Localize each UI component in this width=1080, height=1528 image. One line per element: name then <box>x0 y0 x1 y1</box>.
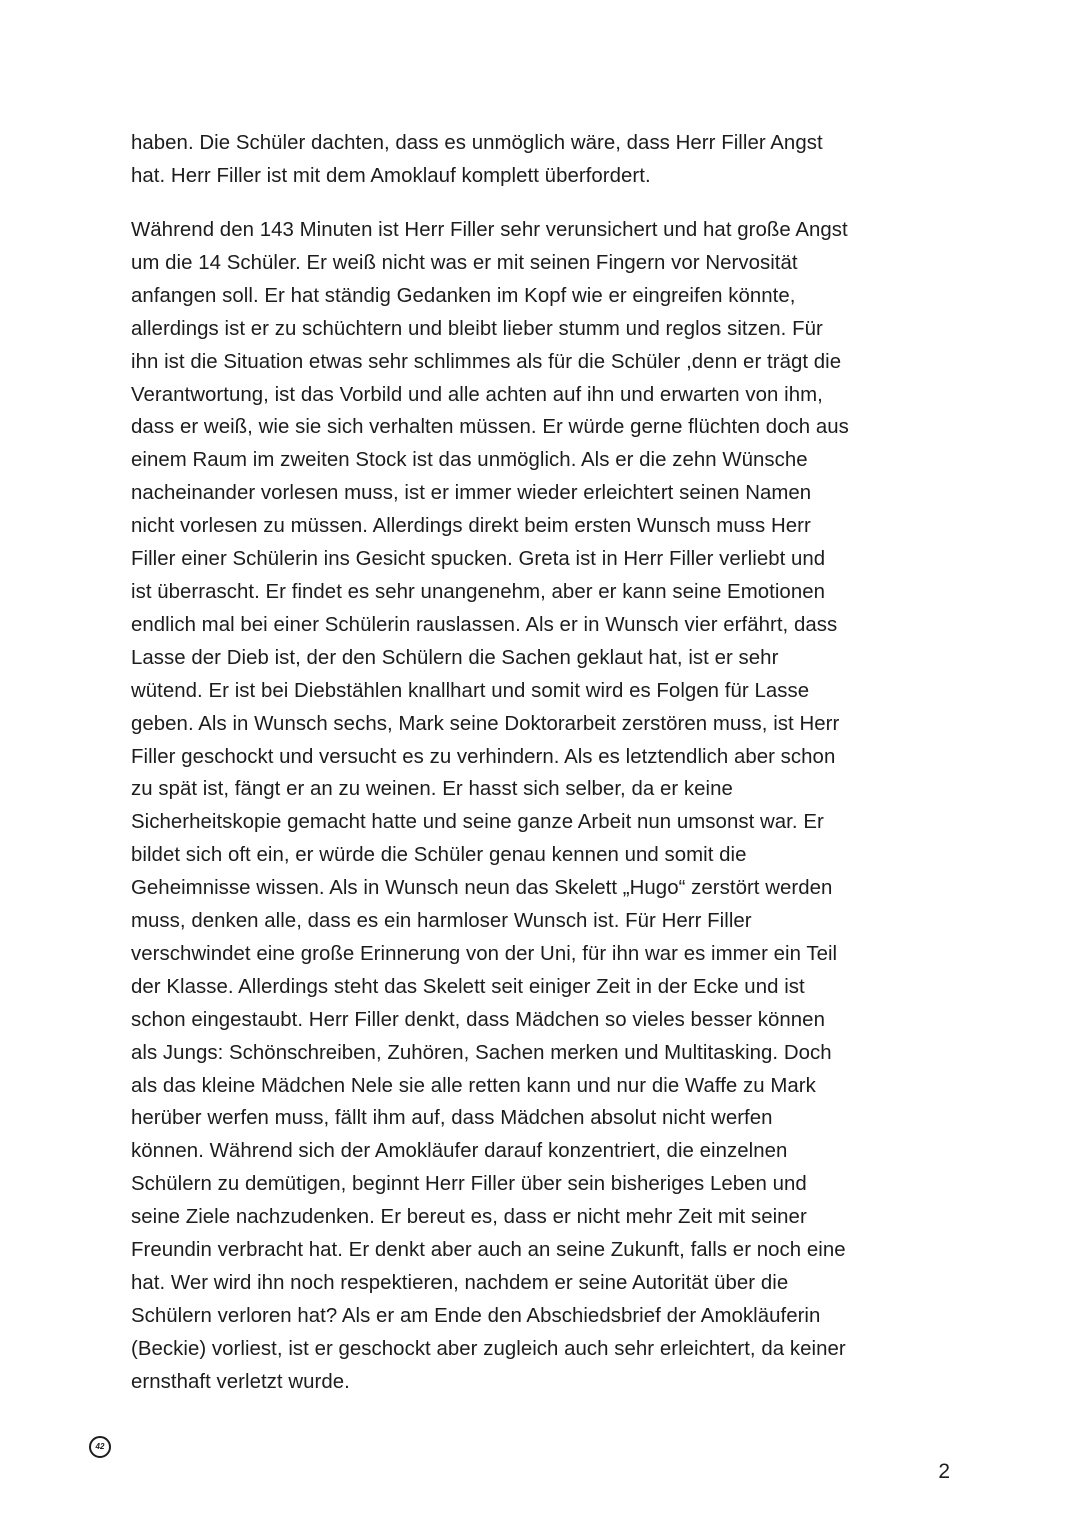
text-line: anfangen soll. Er hat ständig Gedanken im Kopf wie er eingreifen könnte, <box>131 284 796 307</box>
text-line: zu spät ist, fängt er an zu weinen. Er hasst sich selber, da er keine <box>131 778 733 801</box>
text-line: dass er weiß, wie sie sich verhalten müssen. Er würde gerne flüchten doch aus <box>131 416 849 439</box>
text-line: als Jungs: Schönschreiben, Zuhören, Sachen merken und Multitasking. Doch <box>131 1041 832 1064</box>
text-line: endlich mal bei einer Schülerin rauslassen. Als er in Wunsch vier erfährt, dass <box>131 613 838 636</box>
text-line: Filler einer Schülerin ins Gesicht spucken. Greta ist in Herr Filler verliebt und <box>131 548 826 571</box>
text-line: wütend. Er ist bei Diebstählen knallhart und somit wird es Folgen für Lasse <box>131 679 810 702</box>
text-line: Während den 143 Minuten ist Herr Filler sehr verunsichert und hat große Angst <box>131 219 848 241</box>
text-line: um die 14 Schüler. Er weiß nicht was er mit seinen Fingern vor Nervosität <box>131 251 798 274</box>
text-line: (Beckie) vorliest, ist er geschockt aber zugleich auch sehr erleichtert, da keiner <box>131 1337 846 1360</box>
text-line: ist überrascht. Er findet es sehr unangenehm, aber er kann seine Emotionen <box>131 580 825 603</box>
text-line: Schülern verloren hat? Als er am Ende den Abschiedsbrief der Amokläuferin <box>131 1304 821 1327</box>
text-line: nicht vorlesen zu müssen. Allerdings direkt beim ersten Wunsch muss Herr <box>131 515 811 538</box>
text-line: allerdings ist er zu schüchtern und bleibt lieber stumm und reglos sitzen. Für <box>131 317 823 340</box>
text-line: als das kleine Mädchen Nele sie alle retten kann und nur die Waffe zu Mark <box>131 1074 816 1097</box>
paragraph-1 <box>131 127 961 193</box>
text-line: bildet sich oft ein, er würde die Schüler genau kennen und somit die <box>131 844 747 867</box>
text-line: schon eingestaubt. Herr Filler denkt, dass Mädchen so vieles besser können <box>131 1008 825 1031</box>
text-line: Verantwortung, ist das Vorbild und alle achten auf ihn und erwarten von ihm, <box>131 383 823 406</box>
text-line: Geheimnisse wissen. Als in Wunsch neun das Skelett „Hugo“ zerstört werden <box>131 877 833 900</box>
text-line: hat. Wer wird ihn noch respektieren, nachdem er seine Autorität über die <box>131 1272 789 1294</box>
text-line: Schülern zu demütigen, beginnt Herr Filler über sein bisheriges Leben und <box>131 1173 807 1196</box>
text-line: Sicherheitskopie gemacht hatte und seine ganze Arbeit nun umsonst war. Er <box>131 811 824 834</box>
text-line: der Klasse. Allerdings steht das Skelett seit einiger Zeit in der Ecke und ist <box>131 975 805 998</box>
text-line: seine Ziele nachzudenken. Er bereut es, dass er nicht mehr Zeit mit seiner <box>131 1206 807 1229</box>
page-number: 2 <box>938 1460 950 1483</box>
text-line: hat. Herr Filler ist mit dem Amoklauf komplett überfordert. <box>131 164 651 187</box>
text-line: muss, denken alle, dass es ein harmloser Wunsch ist. Für Herr Filler <box>131 910 752 933</box>
text-line: verschwindet eine große Erinnerung von der Uni, für ihn war es immer ein Teil <box>131 942 838 965</box>
text-line: ernsthaft verletzt wurde. <box>131 1370 350 1393</box>
paragraph-2 <box>131 214 961 1399</box>
text-line: Freundin verbracht hat. Er denkt aber auch an seine Zukunft, falls er noch eine <box>131 1239 846 1262</box>
text-line: Lasse der Dieb ist, der den Schülern die Sachen geklaut hat, ist er sehr <box>131 646 779 669</box>
text-line: können. Während sich der Amokläufer darauf konzentriert, die einzelnen <box>131 1140 788 1163</box>
text-line: haben. Die Schüler dachten, dass es unmöglich wäre, dass Herr Filler Angst <box>131 132 823 154</box>
watermark-logo-icon: 42 <box>89 1436 111 1458</box>
text-line: einem Raum im zweiten Stock ist das unmöglich. Als er die zehn Wünsche <box>131 449 808 472</box>
text-line: herüber werfen muss, fällt ihm auf, dass Mädchen absolut nicht werfen <box>131 1107 773 1130</box>
text-line: Filler geschockt und versucht es zu verhindern. Als es letztendlich aber schon <box>131 745 836 768</box>
text-line: ihn ist die Situation etwas sehr schlimmes als für die Schüler ,denn er trägt die <box>131 350 842 373</box>
text-line: geben. Als in Wunsch sechs, Mark seine Doktorarbeit zerstören muss, ist Herr <box>131 712 840 735</box>
text-line: nacheinander vorlesen muss, ist er immer wieder erleichtert seinen Namen <box>131 482 812 505</box>
